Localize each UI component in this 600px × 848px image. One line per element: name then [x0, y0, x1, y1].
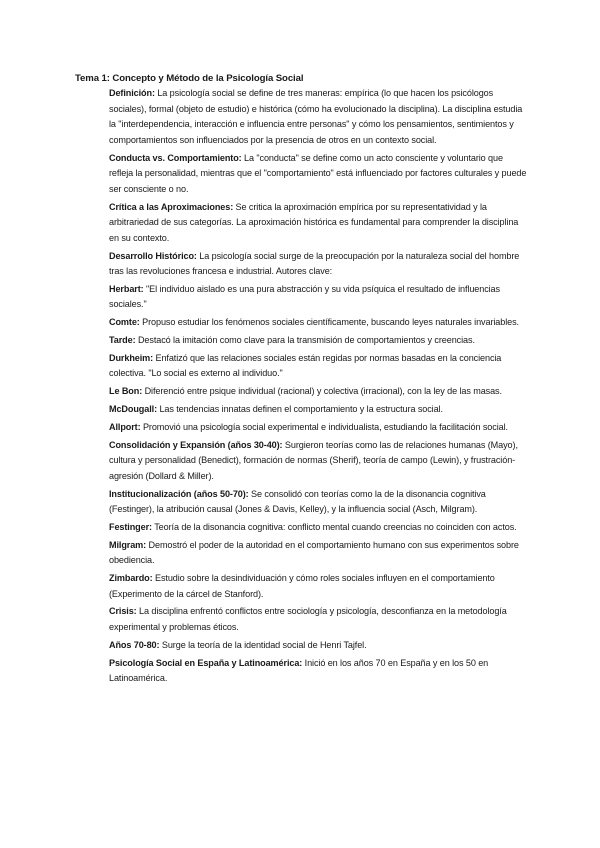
entry-text: Se consolidó con teorías como la de la disonancia cognitiva (Festinger), la atribución causal (Jones & Davis, Kelley), y la influencia social (Asch, Milgram).: [109, 488, 486, 515]
entry-allport: [109, 420, 527, 436]
entry-label: McDougall:: [109, 403, 158, 414]
entry-text: Destacó la imitación como clave para la transmisión de comportamientos y creencias.: [135, 335, 475, 346]
entry-text: Las tendencias innatas definen el comportamiento y la estructura social.: [157, 403, 443, 414]
entry-tarde: [109, 333, 527, 349]
entry-label: Crítica a las Aproximaciones:: [109, 201, 234, 212]
entry-label: Herbart:: [109, 283, 144, 294]
entry-label: Conducta vs. Comportamiento:: [109, 152, 242, 163]
entry-label: Zimbardo:: [109, 573, 153, 584]
entry-consolidacion: [109, 438, 527, 485]
entry-label: Institucionalización (años 50-70):: [109, 488, 249, 499]
entry-text: Promovió una psicología social experimental e individualista, estudiando la facilitación social.: [140, 421, 508, 432]
entry-milgram: [109, 538, 527, 569]
entry-label: Consolidación y Expansión (años 30-40):: [109, 439, 283, 450]
entry-conducta: [109, 151, 527, 198]
entry-text: Inició en los años 70 en España y en los 50 en Latinoamérica.: [109, 657, 489, 684]
entry-text: Diferenció entre psique individual (racional) y colectiva (irracional), con la ley de las masas.: [142, 386, 502, 397]
entry-mcdougall: [109, 402, 527, 418]
entry-label: Durkheim:: [109, 352, 154, 363]
entry-text: Surgieron teorías como las de relaciones humanas (Mayo), cultura y personalidad (Benedict), formación de normas (Sherif), teoría de campo (Lewin), y frustración-agresión (Dollard & Miller).: [109, 439, 518, 481]
entry-text: La disciplina enfrentó conflictos entre sociología y psicología, desconfianza en la metodología experimental y problemas éticos.: [109, 606, 507, 632]
entry-institucionalizacion: [109, 487, 527, 518]
entry-anos-70-80: [109, 638, 527, 654]
entry-text: La psicología social se define de tres maneras: empírica (lo que hacen los psicólogos sociales), formal (objeto de estudio) e histórica (cómo ha evolucionado la disciplina). La disciplina estudia la "interdependencia, interacción e influencia entre personas" y cómo los pensamientos, sentimientos y comportamientos son influenciados por la presencia de otros en un contexto social.: [109, 88, 523, 145]
entry-list: [109, 86, 527, 689]
entry-label: Tarde:: [109, 335, 136, 346]
entry-espana-latinoamerica: [109, 656, 527, 687]
entry-le-bon: [109, 384, 527, 400]
entry-festinger: [109, 520, 527, 536]
entry-desarrollo: [109, 249, 527, 280]
entry-text: La "conducta" se define como un acto consciente y voluntario que refleja la personalidad, mientras que el "comportamiento" está influenciado por factores culturales y puede ser consciente o no.: [109, 152, 527, 194]
entry-label: Psicología Social en España y Latinoamérica:: [109, 657, 303, 668]
entry-text: La psicología social surge de la preocupación por la naturaleza social del hombre tras las revoluciones francesa e industrial. Autores clave:: [109, 250, 520, 277]
entry-label: Crisis:: [109, 606, 137, 617]
entry-label: Comte:: [109, 317, 140, 328]
entry-text: Enfatizó que las relaciones sociales están regidas por normas basadas en la conciencia colectiva. "Lo social es externo al individuo.": [109, 352, 502, 379]
entry-label: Festinger:: [109, 521, 152, 532]
entry-text: Surge la teoría de la identidad social de Henri Tajfel.: [159, 639, 367, 650]
entry-label: Milgram:: [109, 539, 147, 550]
page-title: Tema 1: Concepto y Método de la Psicología Social: [75, 73, 304, 84]
entry-text: Teoría de la disonancia cognitiva: conflicto mental cuando creencias no coinciden con actos.: [151, 521, 517, 532]
entry-text: Demostró el poder de la autoridad en el comportamiento humano con sus experimentos sobre obediencia.: [109, 539, 519, 566]
entry-label: Desarrollo Histórico:: [109, 250, 197, 261]
entry-label: Definición:: [109, 88, 155, 98]
entry-label: Allport:: [109, 421, 141, 432]
entry-durkheim: [109, 351, 527, 382]
entry-label: Años 70-80:: [109, 639, 160, 650]
entry-critica: [109, 200, 527, 247]
entry-definicion: [109, 86, 527, 148]
entry-text: Estudio sobre la desindividuación y cómo roles sociales influyen en el comportamiento (Experimento de la cárcel de Stanford).: [109, 573, 495, 599]
entry-zimbardo: [109, 571, 527, 602]
entry-text: Propuso estudiar los fenómenos sociales científicamente, buscando leyes naturales invariables.: [139, 317, 519, 328]
entry-label: Le Bon:: [109, 386, 143, 397]
entry-herbart: [109, 282, 527, 313]
entry-text: "El individuo aislado es una pura abstracción y su vida psíquica el resultado de influencias sociales.": [109, 283, 500, 310]
entry-crisis: [109, 604, 527, 635]
entry-comte: [109, 315, 527, 331]
entry-text: Se critica la aproximación empírica por su representatividad y la arbitrariedad de sus categorías. La aproximación histórica es fundamental para comprender la disciplina en su contexto.: [109, 201, 519, 243]
